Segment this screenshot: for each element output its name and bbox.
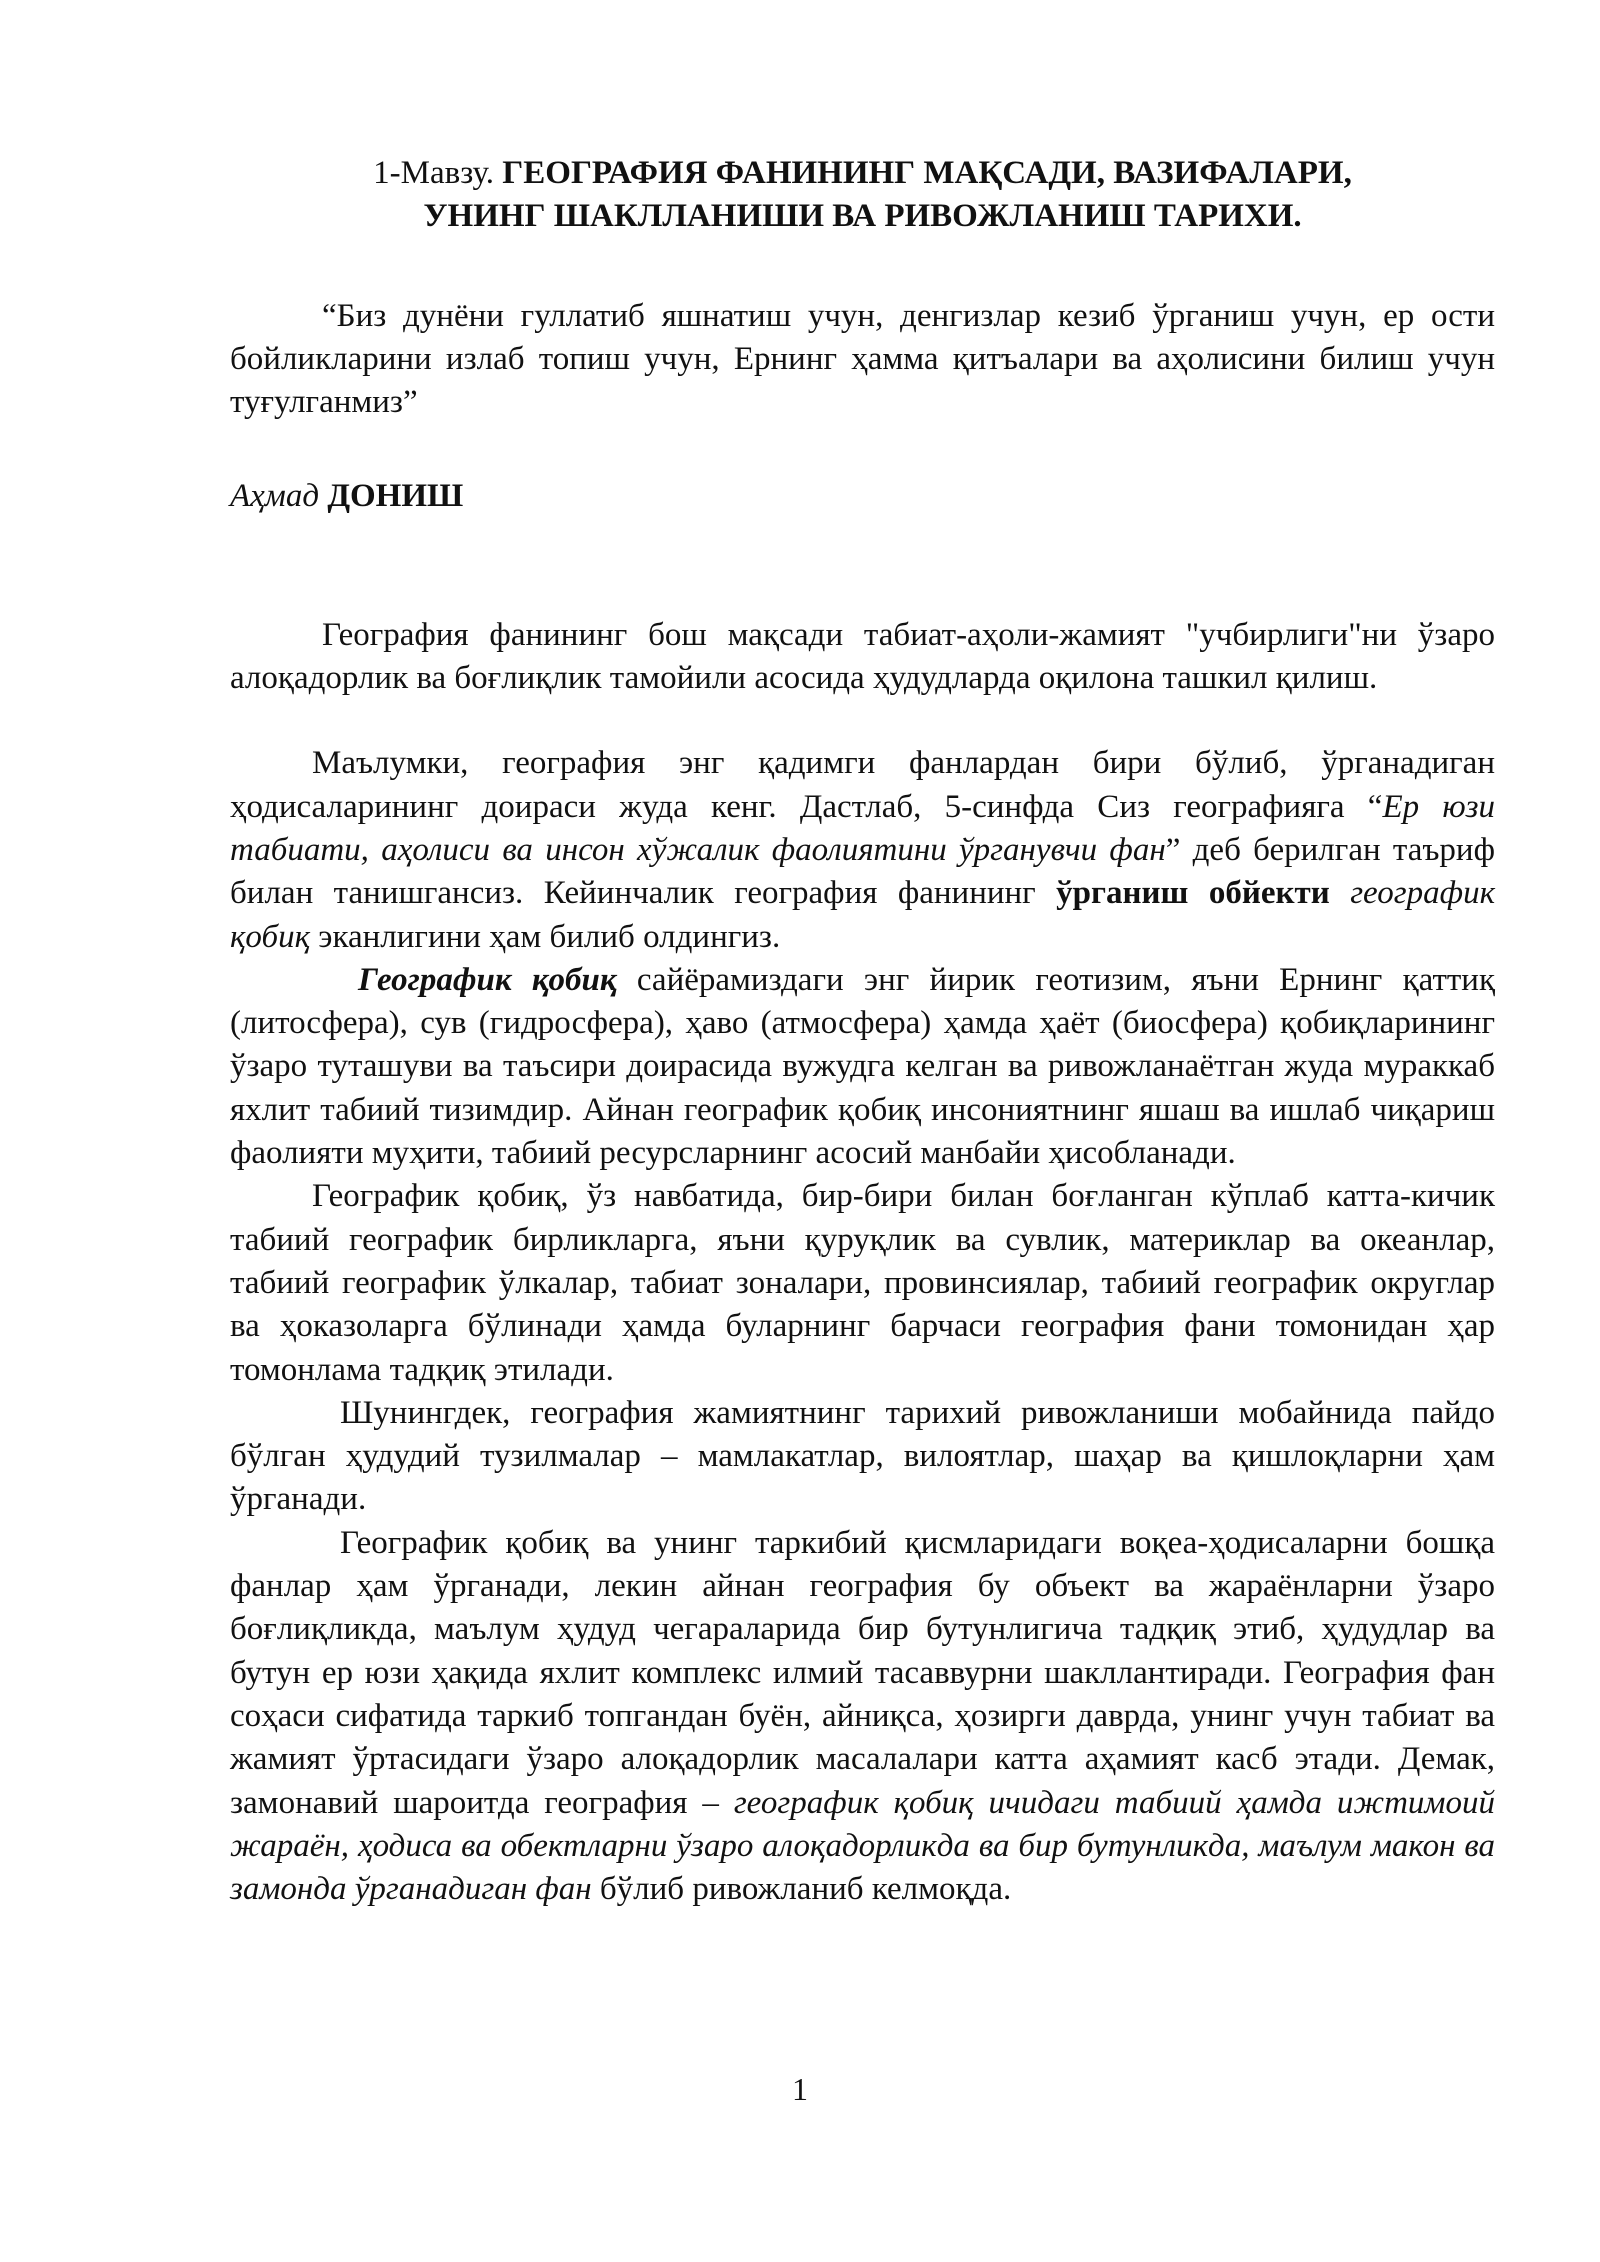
author-last-name: ДОНИШ	[327, 478, 464, 515]
paragraph-2-text-g: эканлигини ҳам билиб олдингиз.	[310, 918, 781, 955]
paragraph-2-space	[1330, 875, 1350, 911]
epigraph-author	[230, 475, 1495, 518]
paragraph-4: Географик қобиқ, ўз навбатида, бир-бири билан боғланган кўплаб катта-кичик табиий географик бирликларга, яъни қуруқлик ва сувлик, материклар ва океанлар, табиий географик ўлкалар, табиат зоналари, провинсиялар, табиий географик округлар ва ҳоказоларга бўлинади ҳамда буларнинг барчаси география фани томонидан ҳар томонлама тадқиқ этилади.	[230, 1178, 1495, 1388]
title-bold-line-2: УНИНГ ШАКЛЛАНИШИ ВА РИВОЖЛАНИШ ТАРИХИ.	[423, 198, 1302, 235]
title-line-2	[230, 195, 1495, 238]
paragraph-3	[230, 959, 1495, 1175]
paragraph-2	[230, 742, 1495, 958]
epigraph-quote: “Биз дунёни гуллатиб яшнатиш учун, денгизлар кезиб ўрганиш учун, ер ости бойликларини излаб топиш учун, Ернинг ҳамма қитъалари ва аҳолисини билиш учун туғулганмиз”	[230, 297, 1495, 421]
author-first-name: Аҳмад	[230, 478, 320, 515]
paragraph-6-text-c: бўлиб ривожланиб келмоқда.	[591, 1871, 1012, 1908]
title-bold-line-1: ГЕОГРАФИЯ ФАНИНИНГ МАҚСАДИ, ВАЗИФАЛАРИ,	[502, 155, 1352, 191]
paragraph-2-text-c: ” деб берилган таъриф билан танишгансиз. Кейинчалик география фанининг	[230, 831, 1495, 912]
page-title	[230, 152, 1495, 239]
paragraph-2-italic-definition: Ер юзи табиати, аҳолиси ва инсон хўжалик фаолиятини ўрганувчи фан	[230, 788, 1495, 868]
paragraph-6	[230, 1522, 1495, 1912]
page-number: 1	[792, 2071, 808, 2107]
paragraph-6-italic-definition: географик қобиқ ичидаги табиий ҳамда ижтимоий жараён, ҳодиса ва обектларни ўзаро алоқадорликда ва бир бутунликда, маълум макон ва замонда ўрганадиган фан	[230, 1784, 1495, 1908]
paragraph-2-bold-term: ўрганиш обйекти	[1056, 875, 1330, 912]
paragraph-2-italic-term: географик қобиқ	[230, 875, 1496, 955]
paragraph-3-text: сайёрамиздаги энг йирик геотизим, яъни Ернинг қаттиқ (литосфера), сув (гидросфера), ҳаво (атмосфера) ҳамда ҳаёт (биосфера) қобиқларининг ўзаро туташуви ва таъсири доирасида вужудга келган ва ривожланаётган жуда мураккаб яхлит табиий тизимдир. Айнан географик қобиқ инсониятнинг яшаш ва ишлаб чиқариш фаолияти муҳити, табиий ресурсларнинг асосий манбайи ҳисобланади.	[230, 961, 1495, 1172]
paragraph-5: Шунингдек, география жамиятнинг тарихий ривожланиши мобайнида пайдо бўлган ҳудудий тузилмалар – мамлакатлар, вилоятлар, шаҳар ва қишлоқларни ҳам ўрганади.	[230, 1394, 1495, 1518]
paragraph-6-text-a: Географик қобиқ ва унинг таркибий қисмларидаги воқеа-ҳодисаларни бошқа фанлар ҳам ўрганади, лекин айнан география бу объект ва жараёнларни ўзаро боғлиқликда, маълум ҳудуд чегараларида бир бутунлигича тадқиқ этиб, ҳудудлар ва бутун ер юзи ҳақида яхлит комплекс илмий тасаввурни шакллантиради. География фан соҳаси сифатида таркиб топгандан буён, айниқса, ҳозирги даврда, унинг учун табиат ва жамият ўртасидаги ўзаро алоқадорлик масалалари катта аҳамият касб этади. Демак, замонавий шароитда география –	[230, 1524, 1495, 1821]
paragraph-3-bolditalic-term: Географик қобиқ	[358, 961, 617, 998]
title-prefix: 1-Мавзу.	[373, 155, 503, 191]
paragraph-2-text-a: Маълумки, география энг қадимги фанлардан бири бўлиб, ўрганадиган ҳодисаларининг доираси жуда кенг. Дастлаб, 5-синфда Сиз географияга “	[230, 745, 1495, 825]
title-line-1	[230, 152, 1495, 195]
paragraph-1: География фанининг бош мақсади табиат-аҳоли-жамият "учбирлиги"ни ўзаро алоқадорлик ва боғлиқлик тамойили асосида ҳудудларда оқилона ташкил қилиш.	[230, 616, 1495, 697]
